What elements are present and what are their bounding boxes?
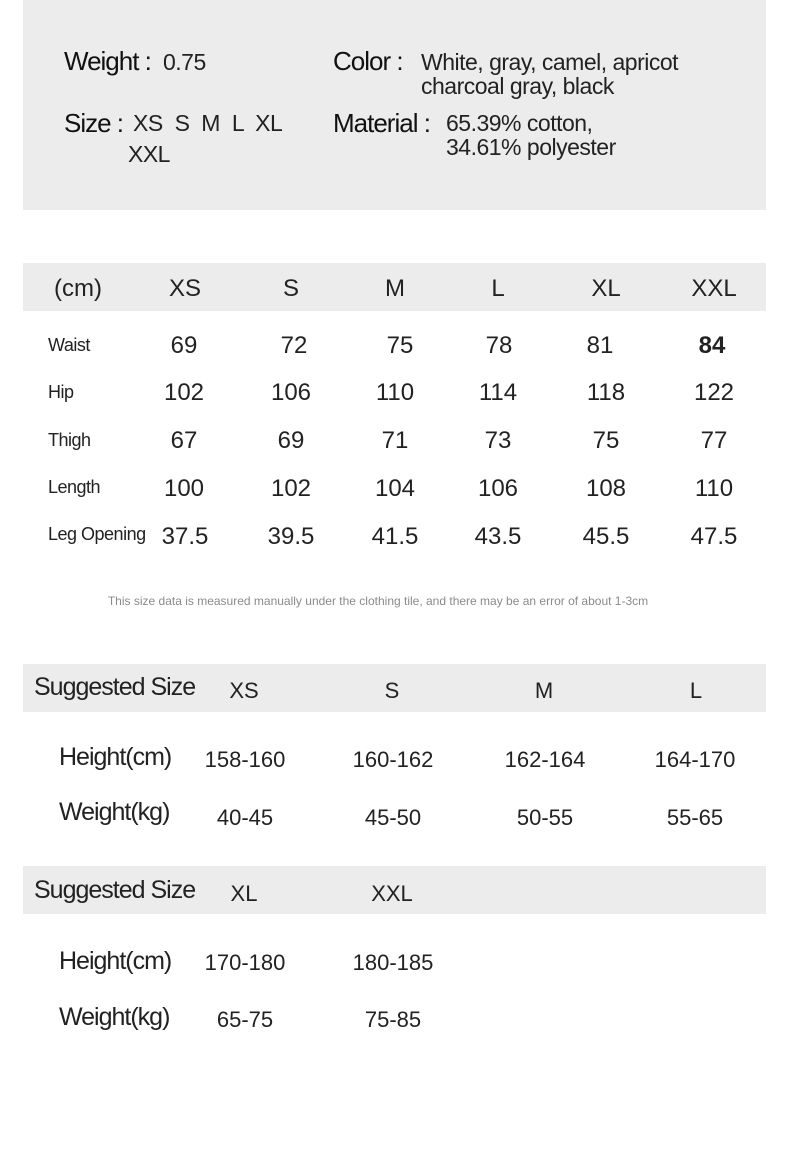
- height-value: 158-160: [204, 747, 286, 772]
- suggested-size-title: Suggested Size: [34, 876, 196, 904]
- suggested-col-l: L: [689, 678, 703, 703]
- table-cell: 84: [698, 332, 726, 359]
- table-cell: 102: [163, 379, 205, 406]
- weight-label: Weight :: [64, 46, 151, 76]
- size-label: Size :: [64, 108, 124, 138]
- size-table-col-xxl: XXL: [691, 275, 737, 302]
- suggested-col-m: M: [534, 678, 554, 703]
- weight-kg-label: Weight(kg): [59, 1003, 170, 1031]
- height-value: 162-164: [504, 747, 586, 772]
- weight-kg-value: 50-55: [516, 805, 574, 830]
- suggested-col-xxl: XXL: [371, 881, 413, 906]
- table-cell: 41.5: [371, 523, 419, 550]
- row-label-waist: Waist: [48, 335, 90, 355]
- size-value-line2: XXL: [128, 141, 170, 167]
- table-cell: 104: [374, 475, 416, 502]
- table-cell: 106: [270, 379, 312, 406]
- table-cell: 102: [270, 475, 312, 502]
- table-cell: 118: [586, 379, 626, 406]
- color-label: Color :: [333, 46, 403, 76]
- measurement-note: This size data is measured manually under the clothing tile, and there may be an error of about 1-3cm: [107, 594, 649, 608]
- table-cell: 75: [592, 427, 620, 454]
- suggested-col-xl: XL: [230, 881, 258, 906]
- weight-value: 0.75: [163, 49, 206, 75]
- material-value-line1: 65.39% cotton,: [446, 110, 593, 136]
- weight-kg-value: 65-75: [216, 1007, 274, 1032]
- color-value-line1: White, gray, camel, apricot: [421, 49, 679, 75]
- weight-kg-value: 55-65: [666, 805, 724, 830]
- table-cell: 69: [170, 332, 198, 359]
- suggested-col-xs: XS: [229, 678, 259, 703]
- table-cell: 73: [484, 427, 512, 454]
- table-cell: 108: [585, 475, 627, 502]
- table-cell: 45.5: [582, 523, 630, 550]
- suggested-size-title: Suggested Size: [34, 673, 196, 701]
- table-cell: 110: [694, 475, 734, 502]
- row-label-leg-opening: Leg Opening: [48, 524, 146, 544]
- table-cell: 37.5: [161, 523, 209, 550]
- height-value: 180-185: [352, 950, 434, 975]
- table-cell: 78: [485, 332, 513, 359]
- size-table-col-xl: XL: [591, 275, 621, 302]
- table-cell: 72: [280, 332, 308, 359]
- size-table-col-m: M: [385, 275, 405, 302]
- row-label-length: Length: [48, 477, 101, 497]
- table-cell: 71: [381, 427, 409, 454]
- size-table-col-s: S: [282, 275, 299, 302]
- product-info-panel: [23, 0, 766, 210]
- table-cell: 75: [386, 332, 414, 359]
- weight-kg-value: 40-45: [216, 805, 274, 830]
- table-cell: 122: [693, 379, 735, 406]
- table-cell: 69: [277, 427, 305, 454]
- table-cell: 77: [700, 427, 728, 454]
- height-label: Height(cm): [59, 947, 172, 975]
- material-value-line2: 34.61% polyester: [446, 134, 616, 160]
- table-cell: 43.5: [474, 523, 522, 550]
- size-table-unit: (cm): [54, 275, 102, 302]
- weight-kg-value: 75-85: [364, 1007, 422, 1032]
- table-cell: 106: [477, 475, 519, 502]
- table-cell: 39.5: [267, 523, 315, 550]
- table-cell: 67: [170, 427, 198, 454]
- color-value-line2: charcoal gray, black: [421, 73, 614, 99]
- height-value: 170-180: [204, 950, 286, 975]
- table-cell: 114: [478, 379, 518, 406]
- size-table-col-l: L: [491, 275, 505, 302]
- table-cell: 100: [163, 475, 205, 502]
- suggested-col-s: S: [384, 678, 400, 703]
- table-cell: 47.5: [690, 523, 738, 550]
- height-label: Height(cm): [59, 743, 172, 771]
- size-table-col-xs: XS: [168, 275, 201, 302]
- height-value: 164-170: [654, 747, 736, 772]
- row-label-thigh: Thigh: [48, 430, 91, 450]
- table-cell: 110: [375, 379, 415, 406]
- table-cell: 81: [586, 332, 614, 359]
- weight-kg-value: 45-50: [364, 805, 422, 830]
- size-value-line1: XS S M L XL: [133, 110, 283, 136]
- row-label-hip: Hip: [48, 382, 74, 402]
- height-value: 160-162: [352, 747, 434, 772]
- material-label: Material :: [333, 108, 430, 138]
- weight-kg-label: Weight(kg): [59, 798, 170, 826]
